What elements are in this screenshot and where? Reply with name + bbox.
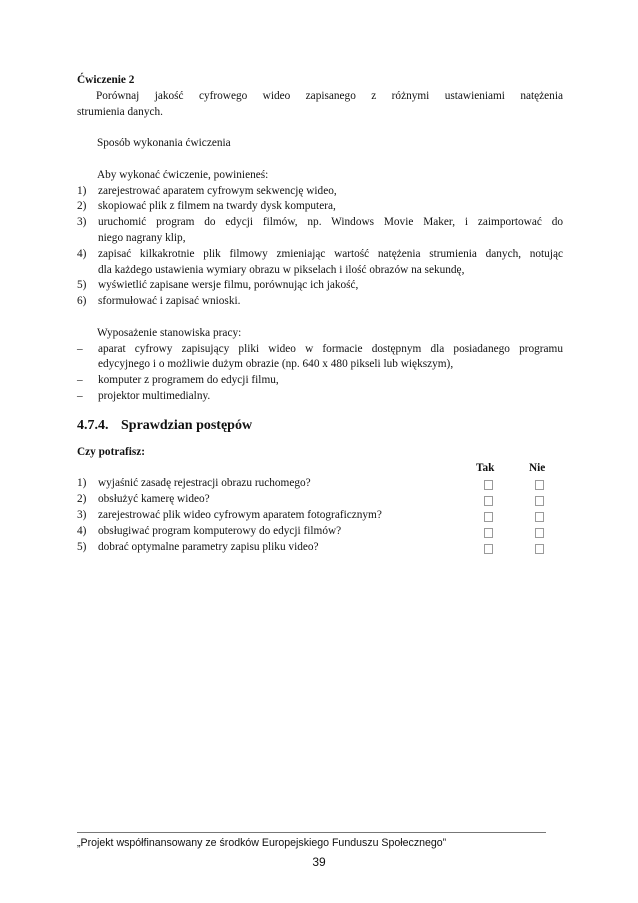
yes-checkbox[interactable] <box>484 480 493 490</box>
no-checkbox[interactable] <box>535 480 544 490</box>
section-number: 4.7.4. <box>77 417 109 433</box>
method-heading: Sposób wykonania ćwiczenia <box>97 137 231 150</box>
list-number: 6) <box>77 295 87 308</box>
steps-intro: Aby wykonać ćwiczenie, powinieneś: <box>97 168 269 181</box>
list-number: 1) <box>77 184 87 197</box>
checklist-row <box>77 524 563 540</box>
list-text: wyświetlić zapisane wersje filmu, porównując ich jakość, <box>98 279 359 292</box>
checklist-column-headers <box>77 461 563 477</box>
list-item <box>77 184 563 200</box>
column-header-no: Nie <box>529 461 546 474</box>
exercise-intro-line1: Porównaj jakość cyfrowego wideo zapisanego z różnymi ustawieniami natężenia <box>96 89 563 102</box>
no-checkbox[interactable] <box>535 528 544 538</box>
yes-checkbox[interactable] <box>484 544 493 554</box>
checklist-row <box>77 508 563 524</box>
yes-checkbox[interactable] <box>484 496 493 506</box>
no-checkbox[interactable] <box>535 512 544 522</box>
list-number: 4) <box>77 524 87 537</box>
no-checkbox[interactable] <box>535 496 544 506</box>
page-number: 39 <box>312 855 326 869</box>
checklist <box>77 476 563 555</box>
footer-text: „Projekt współfinansowany ze środków Europejskiego Funduszu Społecznego” <box>77 837 447 849</box>
exercise-intro-line2: strumienia danych. <box>77 105 163 118</box>
document-page <box>77 73 563 555</box>
list-number: 2) <box>77 493 87 506</box>
list-text: zarejestrować aparatem cyfrowym sekwencję wideo, <box>98 184 337 197</box>
yes-checkbox[interactable] <box>484 528 493 538</box>
equipment-list <box>77 342 563 405</box>
list-item <box>77 373 563 389</box>
section-heading <box>77 417 563 435</box>
footer-divider <box>77 832 546 833</box>
list-number: 5) <box>77 279 87 292</box>
checklist-row <box>77 492 563 508</box>
checklist-row <box>77 476 563 492</box>
list-item <box>77 389 563 405</box>
list-item <box>77 199 563 215</box>
dash-bullet: – <box>77 374 83 387</box>
question-text: obsługiwać program komputerowy do edycji filmów? <box>98 524 342 537</box>
list-number: 4) <box>77 247 87 260</box>
dash-bullet: – <box>77 342 83 355</box>
list-item <box>77 342 563 374</box>
section-title: Sprawdzian postępów <box>121 417 253 433</box>
list-text: zapisać kilkakrotnie plik filmowy zmieniając wartość natężenia strumienia danych, notując <box>98 247 563 260</box>
question-text: wyjaśnić zasadę rejestracji obrazu ruchomego? <box>98 477 311 490</box>
checklist-heading: Czy potrafisz: <box>77 445 146 458</box>
list-number: 2) <box>77 200 87 213</box>
list-text: skopiować plik z filmem na twardy dysk komputera, <box>98 200 336 213</box>
list-text-continued: edycyjnego i o możliwie dużym obrazie (np. 640 x 480 pikseli lub większym), <box>98 358 454 371</box>
column-header-yes: Tak <box>476 461 495 474</box>
steps-list <box>77 184 563 310</box>
checklist-row <box>77 540 563 556</box>
list-item <box>77 278 563 294</box>
list-item <box>77 247 563 279</box>
yes-checkbox[interactable] <box>484 512 493 522</box>
question-text: dobrać optymalne parametry zapisu pliku video? <box>98 540 319 553</box>
exercise-title: Ćwiczenie 2 <box>77 74 135 86</box>
list-item <box>77 215 563 247</box>
list-text: projektor multimedialny. <box>98 389 211 402</box>
list-number: 1) <box>77 477 87 490</box>
list-number: 3) <box>77 216 87 229</box>
equipment-heading: Wyposażenie stanowiska pracy: <box>97 326 242 339</box>
list-text: aparat cyfrowy zapisujący pliki wideo w formacie dostępnym dla posiadanego programu <box>98 342 563 355</box>
list-text: komputer z programem do edycji filmu, <box>98 374 279 387</box>
dash-bullet: – <box>77 389 83 402</box>
list-number: 3) <box>77 508 87 521</box>
list-text: sformułować i zapisać wnioski. <box>98 295 241 308</box>
list-item <box>77 294 563 310</box>
no-checkbox[interactable] <box>535 544 544 554</box>
list-text-continued: dla każdego ustawienia wymiary obrazu w pikselach i ilość obrazów na sekundę, <box>98 263 465 276</box>
list-number: 5) <box>77 540 87 553</box>
question-text: obsłużyć kamerę wideo? <box>98 493 210 506</box>
question-text: zarejestrować plik wideo cyfrowym aparatem fotograficznym? <box>98 508 382 521</box>
list-text-continued: niego nagrany klip, <box>98 231 186 244</box>
list-text: uruchomić program do edycji filmów, np. Windows Movie Maker, i zaimportować do <box>98 216 563 229</box>
